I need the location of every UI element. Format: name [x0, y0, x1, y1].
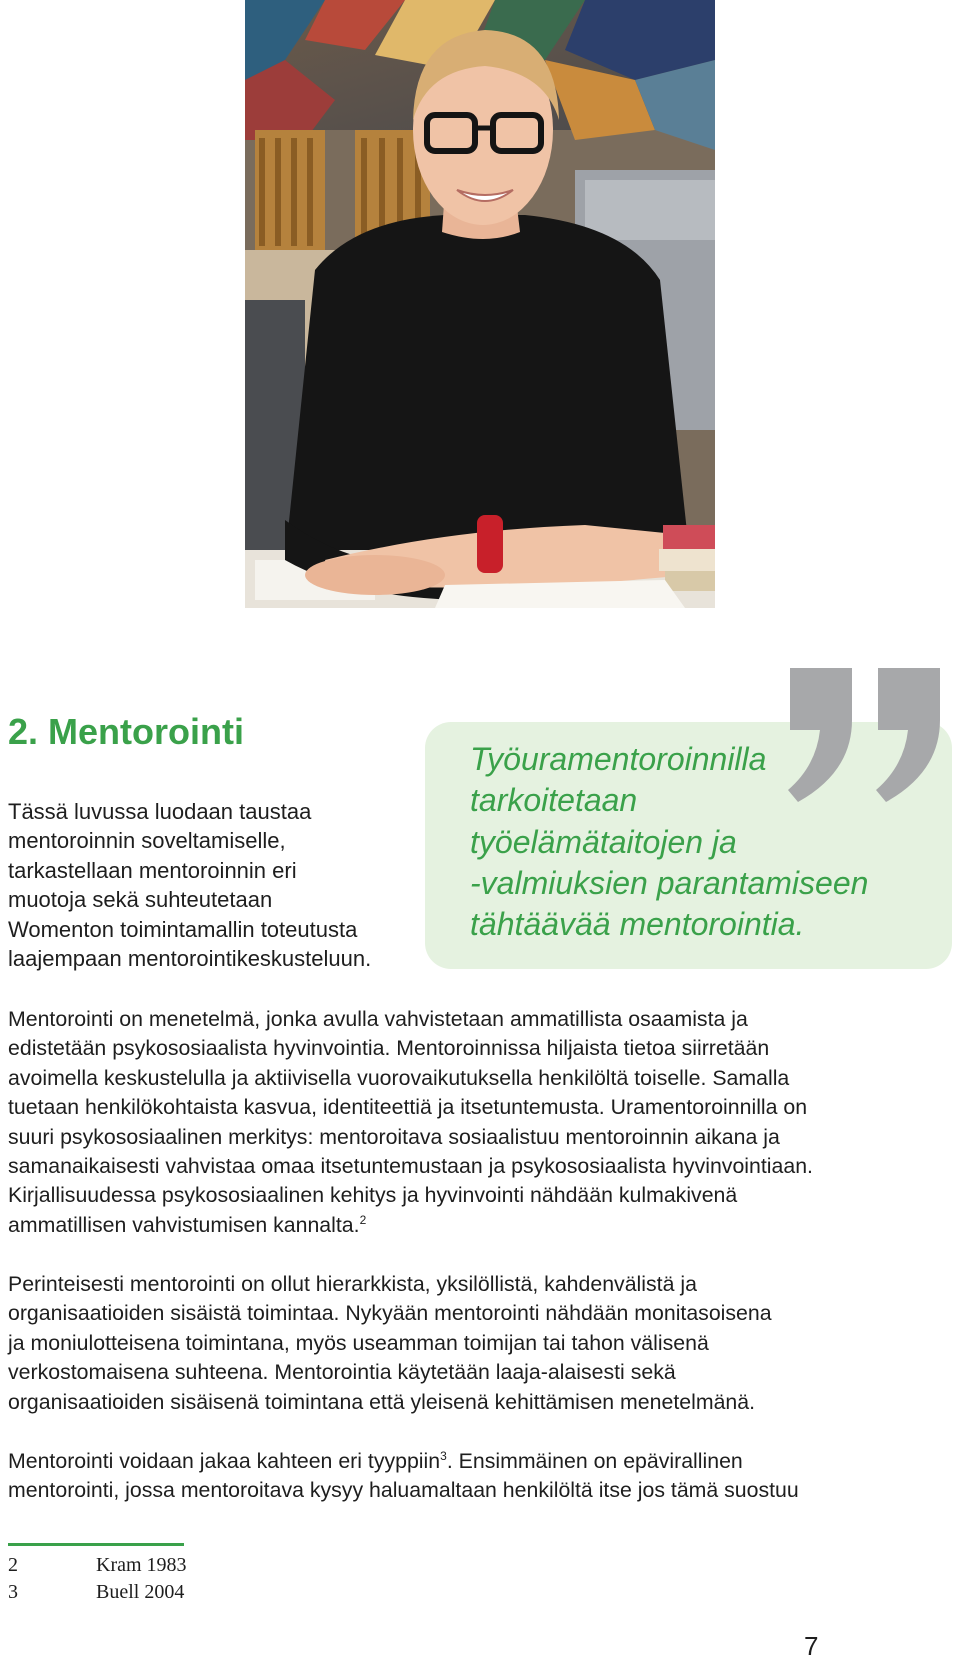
footnote-number: 3 [8, 1581, 18, 1603]
quote-line: Työuramentoroinnilla [470, 741, 767, 777]
body-line: mentorointi, jossa mentoroitava kysyy haluamaltaan henkilöltä itse jos tämä suostuu [8, 1478, 799, 1503]
body-line: Kirjallisuudessa psykososiaalinen kehitys ja hyvinvointi nähdään kulmakivenä [8, 1183, 738, 1208]
body-line: organisaatioiden sisäistä toimintaa. Nykyään mentorointi nähdään monitasoisena [8, 1301, 772, 1326]
page-number: 7 [804, 1631, 819, 1661]
intro-line: laajempaan mentorointikeskusteluun. [8, 946, 372, 972]
footnote-ref: 3 [440, 1448, 447, 1463]
quote-line: -valmiuksien parantamiseen [470, 864, 869, 901]
body-line: suuri psykososiaalinen merkitys: mentoroitava sosiaalistuu mentoroinnin aikana ja [8, 1124, 780, 1149]
footnote-number: 2 [8, 1554, 18, 1576]
footnote [8, 1579, 187, 1606]
portrait-photo [245, 0, 715, 608]
section-heading: 2. Mentorointi [8, 711, 244, 752]
intro-line: Womenton toimintamallin toteutusta [8, 916, 358, 942]
body-line: organisaatioiden sisäisenä toimintana että yleisenä kehittämisen menetelmänä. [8, 1389, 756, 1414]
portrait-photo-icon [245, 0, 715, 608]
body-line: samanaikaisesti vahvistaa omaa itsetuntemustaan ja psykososiaalista hyvinvointiaan. [8, 1154, 813, 1179]
closing-quote-icon [780, 660, 950, 810]
intro-line: tarkastellaan mentoroinnin eri [8, 857, 297, 883]
body-line [8, 1447, 953, 1476]
body-line: avoimella keskustelulla ja aktiivisella vuorovaikutuksella henkilöltä toiselle. Samalla [8, 1065, 790, 1090]
body-line-text: Mentorointi voidaan jakaa kahteen eri tyyppiin [8, 1449, 441, 1473]
body-line: Mentorointi on menetelmä, jonka avulla vahvistetaan ammatillista osaamista ja [8, 1007, 748, 1031]
body-line [8, 1211, 953, 1240]
quote-line: työelämätaitojen ja [470, 823, 737, 860]
quote-line: tarkoitetaan [470, 782, 638, 819]
quote-line: tähtäävää mentorointia. [470, 906, 805, 943]
body-line: ja moniulotteisena toimintana, myös useamman toimijan tai tahon välisenä [8, 1330, 709, 1355]
intro-line: Tässä luvussa luodaan taustaa [8, 799, 312, 824]
body-paragraph-2 [8, 1270, 953, 1417]
body-line-text: . Ensimmäinen on epävirallinen [446, 1449, 743, 1473]
intro-text [8, 797, 428, 973]
body-line: verkostomaisena suhteena. Mentorointia käytetään laaja-alaisesti sekä [8, 1360, 676, 1385]
body-line-text: ammatillisen vahvistumisen kannalta. [8, 1212, 360, 1237]
body-line: Perinteisesti mentorointi on ollut hierarkkista, yksilöllistä, kahdenvälistä ja [8, 1272, 697, 1296]
footnotes [8, 1552, 187, 1606]
body-paragraph-3 [8, 1447, 953, 1506]
footnote-divider [8, 1543, 184, 1546]
body-paragraph-1 [8, 1005, 953, 1240]
body-line: edistetään psykososiaalista hyvinvointia. Mentoroinnissa hiljaista tietoa siirretään [8, 1036, 770, 1061]
body-line: tuetaan henkilökohtaista kasvua, identiteettiä ja itsetuntemusta. Uramentoroinnilla on [8, 1095, 808, 1120]
intro-line: mentoroinnin soveltamiselle, [8, 828, 286, 854]
footnote-ref: 2 [359, 1212, 367, 1227]
footnote [8, 1552, 187, 1579]
footnote-text: Buell 2004 [96, 1581, 185, 1603]
intro-line: muotoja sekä suhteutetaan [8, 887, 273, 913]
footnote-text: Kram 1983 [96, 1554, 187, 1576]
